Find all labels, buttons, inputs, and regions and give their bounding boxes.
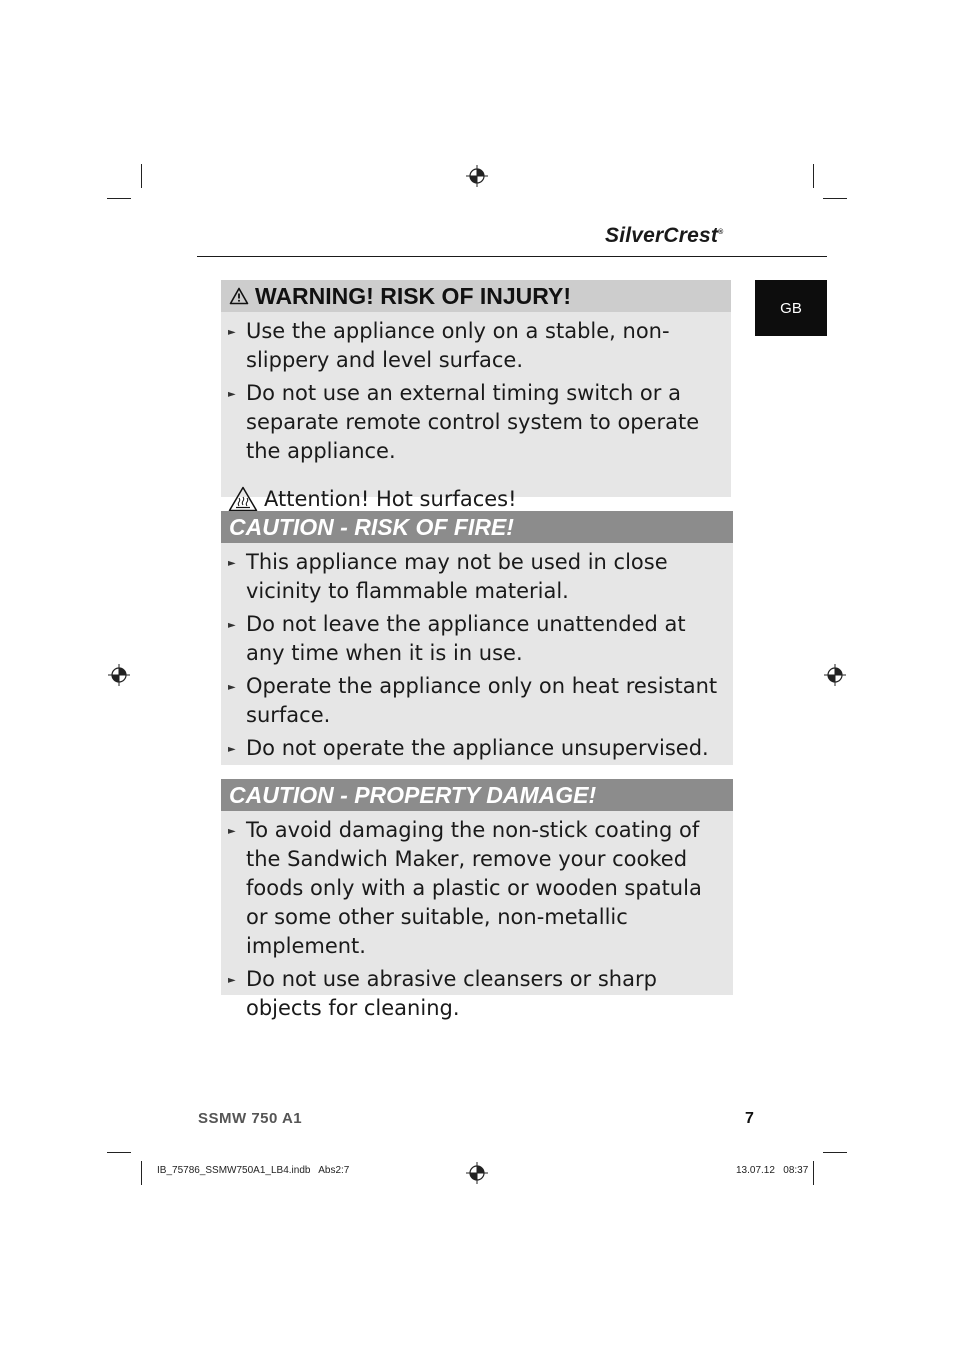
property-heading xyxy=(221,779,733,811)
brand-logo: SilverCrest® xyxy=(605,224,724,247)
list-item: ► Do not use an external timing switch or a separate remote control system to operate the appliance. xyxy=(228,381,700,463)
print-slug-file: IB_75786_SSMW750A1_LB4.indb Abs2:7 xyxy=(157,1165,350,1176)
property-list xyxy=(221,811,733,1023)
page-number: 7 xyxy=(745,1110,754,1127)
fire-list xyxy=(221,543,733,763)
warning-heading xyxy=(221,280,731,312)
print-slug-date: 13.07.12 08:37 xyxy=(736,1165,809,1176)
property-title: CAUTION - PROPERTY DAMAGE! xyxy=(229,781,597,808)
list-item: ► Use the appliance only on a stable, non-slippery and level surface. xyxy=(228,319,670,372)
crop-mark xyxy=(107,1152,131,1153)
list-item: ► Do not operate the appliance unsupervised. xyxy=(228,736,709,760)
list-item: ► Do not leave the appliance unattended at any time when it is in use. xyxy=(228,612,686,665)
crop-mark xyxy=(823,198,847,199)
crop-mark xyxy=(813,1161,814,1185)
registration-mark-icon xyxy=(824,664,846,686)
warning-list xyxy=(221,312,731,466)
crop-mark xyxy=(813,164,814,188)
fire-section xyxy=(221,511,733,765)
registration-mark-icon xyxy=(466,1162,488,1184)
crop-mark xyxy=(141,1161,142,1185)
crop-mark xyxy=(141,164,142,188)
property-section xyxy=(221,779,733,1020)
warning-section xyxy=(221,280,731,511)
list-item: ► Do not use abrasive cleansers or sharp objects for cleaning. xyxy=(228,967,657,1020)
fire-title: CAUTION - RISK OF FIRE! xyxy=(229,513,514,540)
list-item: ► Operate the appliance only on heat resistant surface. xyxy=(228,674,718,727)
registration-mark-icon xyxy=(466,165,488,187)
list-item: ► This appliance may not be used in close vicinity to flammable material. xyxy=(228,550,668,603)
crop-mark xyxy=(107,198,131,199)
crop-mark xyxy=(823,1152,847,1153)
header-rule xyxy=(197,256,827,257)
hot-surface-note: Attention! Hot surfaces! xyxy=(221,486,731,512)
hot-surface-icon xyxy=(228,486,258,512)
model-number: SSMW 750 A1 xyxy=(198,1110,303,1127)
warning-triangle-icon xyxy=(229,287,249,305)
warning-title: WARNING! RISK OF INJURY! xyxy=(255,282,572,309)
list-item: ► To avoid damaging the non-stick coating of the Sandwich Maker, remove your cooked foods only with a plastic or wooden spatula or some other suitable, non-metallic implement. xyxy=(228,818,702,958)
registration-mark-icon xyxy=(108,664,130,686)
language-tab: GB xyxy=(755,280,827,336)
fire-heading xyxy=(221,511,733,543)
